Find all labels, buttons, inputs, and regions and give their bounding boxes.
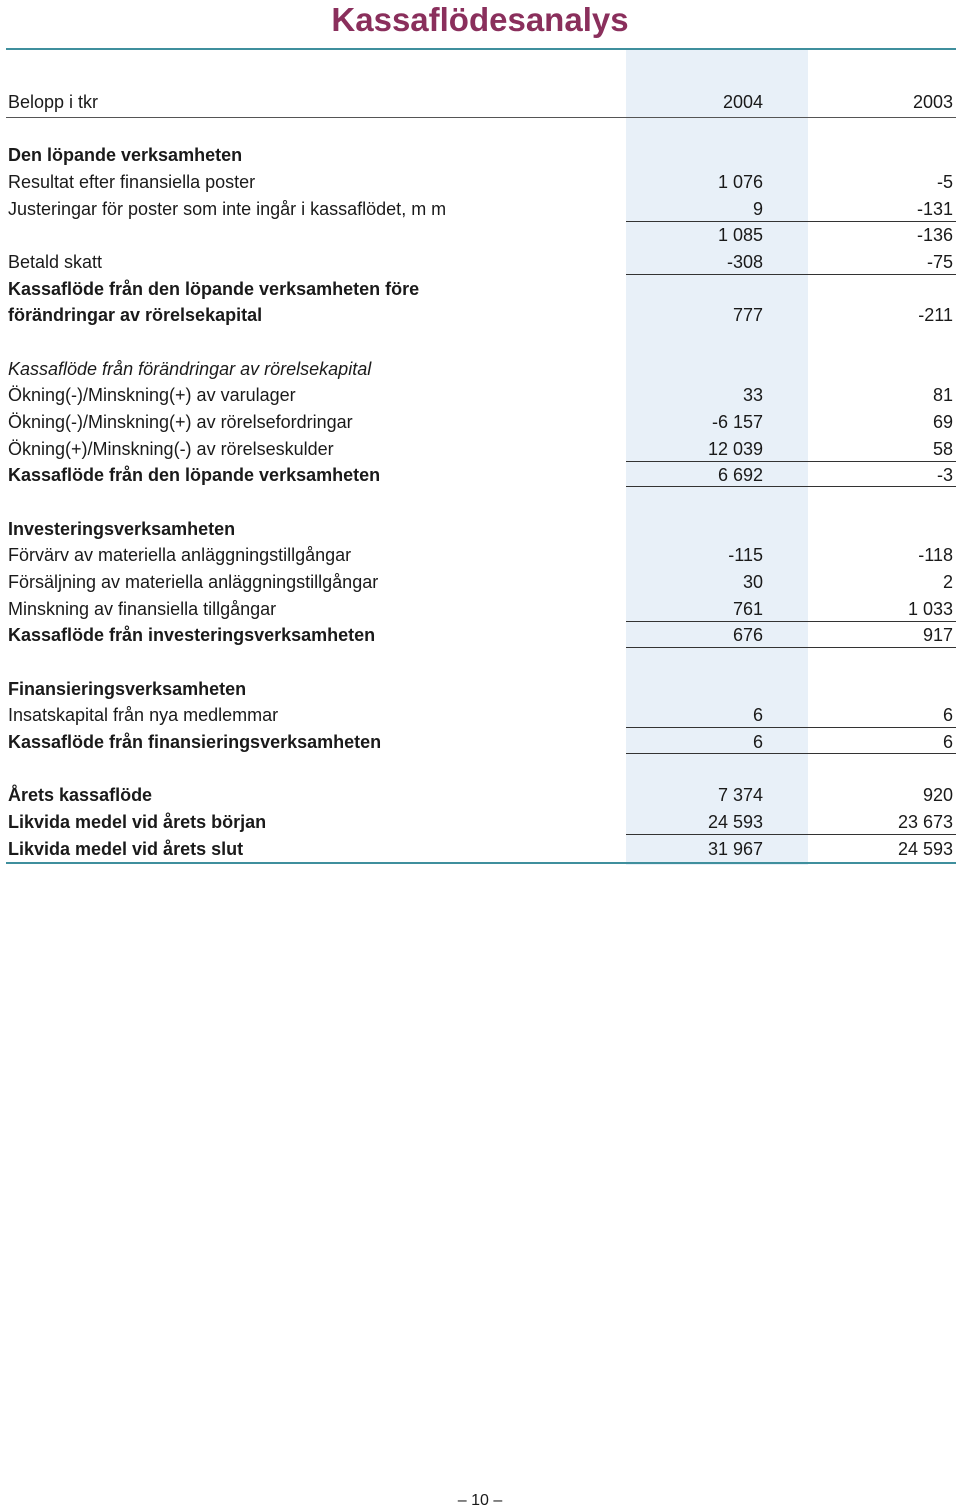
value-2003: 81 bbox=[932, 385, 953, 405]
section-heading-financing bbox=[0, 676, 960, 702]
subsection-heading-working-capital bbox=[0, 356, 960, 382]
table-row bbox=[0, 622, 960, 648]
value-2004: 31 967 bbox=[707, 839, 763, 859]
table-row bbox=[0, 196, 960, 222]
total-underline bbox=[626, 753, 956, 754]
value-2004: 30 bbox=[742, 572, 763, 592]
row-label: Ökning(-)/Minskning(+) av varulager bbox=[8, 385, 296, 405]
header-divider bbox=[6, 117, 956, 118]
row-label: Försäljning av materiella anläggningstillgångar bbox=[8, 572, 379, 592]
row-label: Kassaflöde från förändringar av rörelsekapital bbox=[8, 359, 372, 379]
row-label: Årets kassaflöde bbox=[8, 785, 153, 805]
value-2004: 777 bbox=[732, 305, 763, 325]
row-label: Likvida medel vid årets början bbox=[8, 812, 267, 832]
row-label: Förvärv av materiella anläggningstillgångar bbox=[8, 545, 352, 565]
table-row bbox=[0, 276, 960, 302]
value-2004: 1 076 bbox=[717, 172, 763, 192]
value-2004: -115 bbox=[728, 545, 763, 565]
value-2004: 6 bbox=[752, 732, 763, 752]
table-row bbox=[0, 729, 960, 755]
table-row bbox=[0, 782, 960, 808]
value-2003: 920 bbox=[922, 785, 953, 805]
value-2004: 6 692 bbox=[717, 465, 763, 485]
total-underline bbox=[626, 486, 956, 487]
table-row bbox=[0, 542, 960, 568]
row-label: Kassaflöde från investeringsverksamheten bbox=[8, 625, 376, 645]
value-2003: 58 bbox=[932, 439, 953, 459]
value-2004: 9 bbox=[752, 199, 763, 219]
value-2003: -136 bbox=[916, 225, 953, 245]
value-2003: 24 593 bbox=[897, 839, 953, 859]
row-label: Resultat efter finansiella poster bbox=[8, 172, 256, 192]
column-header-2004: 2004 bbox=[722, 92, 763, 112]
value-2003: 917 bbox=[922, 625, 953, 645]
row-label: Kassaflöde från den löpande verksamheten bbox=[8, 465, 381, 485]
value-2003: 1 033 bbox=[907, 599, 953, 619]
table-row bbox=[0, 809, 960, 835]
title-divider bbox=[6, 48, 956, 50]
table-row bbox=[0, 702, 960, 728]
table-row bbox=[0, 436, 960, 462]
page-title: Kassaflödesanalys bbox=[331, 1, 629, 38]
row-label: Investeringsverksamheten bbox=[8, 519, 236, 539]
value-2003: 23 673 bbox=[897, 812, 953, 832]
subtotal-underline bbox=[626, 727, 956, 728]
value-2003: -5 bbox=[936, 172, 953, 192]
table-row bbox=[0, 462, 960, 488]
total-underline bbox=[626, 647, 956, 648]
unit-label: Belopp i tkr bbox=[8, 92, 99, 112]
row-label: Kassaflöde från finansieringsverksamheten bbox=[8, 732, 382, 752]
value-2003: -131 bbox=[916, 199, 953, 219]
value-2003: -211 bbox=[918, 305, 953, 325]
table-row bbox=[0, 836, 960, 862]
row-label: Justeringar för poster som inte ingår i kassaflödet, m m bbox=[8, 199, 447, 219]
table-row bbox=[0, 169, 960, 195]
row-label: Den löpande verksamheten bbox=[8, 145, 243, 165]
value-2003: 69 bbox=[932, 412, 953, 432]
value-2004: 24 593 bbox=[707, 812, 763, 832]
value-2004: 676 bbox=[732, 625, 763, 645]
table-row bbox=[0, 569, 960, 595]
column-header-2003: 2003 bbox=[912, 92, 953, 112]
value-2004: 12 039 bbox=[707, 439, 763, 459]
table-row bbox=[0, 249, 960, 275]
row-label: förändringar av rörelsekapital bbox=[8, 305, 263, 325]
value-2003: -3 bbox=[936, 465, 953, 485]
value-2004: 7 374 bbox=[717, 785, 763, 805]
table-row bbox=[0, 222, 960, 248]
row-label: Finansieringsverksamheten bbox=[8, 679, 247, 699]
section-heading-operating bbox=[0, 142, 960, 168]
row-label: Minskning av finansiella tillgångar bbox=[8, 599, 277, 619]
value-2004: 1 085 bbox=[717, 225, 763, 245]
row-label: Ökning(-)/Minskning(+) av rörelsefordringar bbox=[8, 412, 353, 432]
section-heading-investing bbox=[0, 516, 960, 542]
row-label: Kassaflöde från den löpande verksamheten före bbox=[8, 279, 420, 299]
row-label: Betald skatt bbox=[8, 252, 103, 272]
value-2003: 6 bbox=[942, 732, 953, 752]
row-label: Insatskapital från nya medlemmar bbox=[8, 705, 279, 725]
row-label: Ökning(+)/Minskning(-) av rörelseskulder bbox=[8, 439, 334, 459]
value-2003: -75 bbox=[926, 252, 953, 272]
row-label: Likvida medel vid årets slut bbox=[8, 839, 244, 859]
subtotal-underline bbox=[626, 274, 956, 275]
value-2003: -118 bbox=[918, 545, 953, 565]
value-2003: 6 bbox=[942, 705, 953, 725]
table-header-row bbox=[0, 89, 960, 115]
value-2004: -6 157 bbox=[711, 412, 763, 432]
value-2004: 6 bbox=[752, 705, 763, 725]
table-row bbox=[0, 302, 960, 328]
subtotal-underline bbox=[626, 834, 956, 835]
table-row bbox=[0, 382, 960, 408]
table-row bbox=[0, 409, 960, 435]
value-2003: 2 bbox=[942, 572, 953, 592]
table-bottom-divider bbox=[6, 862, 956, 864]
value-2004: 33 bbox=[742, 385, 763, 405]
table-row bbox=[0, 596, 960, 622]
value-2004: -308 bbox=[726, 252, 763, 272]
page-number: – 10 – bbox=[457, 1492, 503, 1509]
value-2004: 761 bbox=[732, 599, 763, 619]
